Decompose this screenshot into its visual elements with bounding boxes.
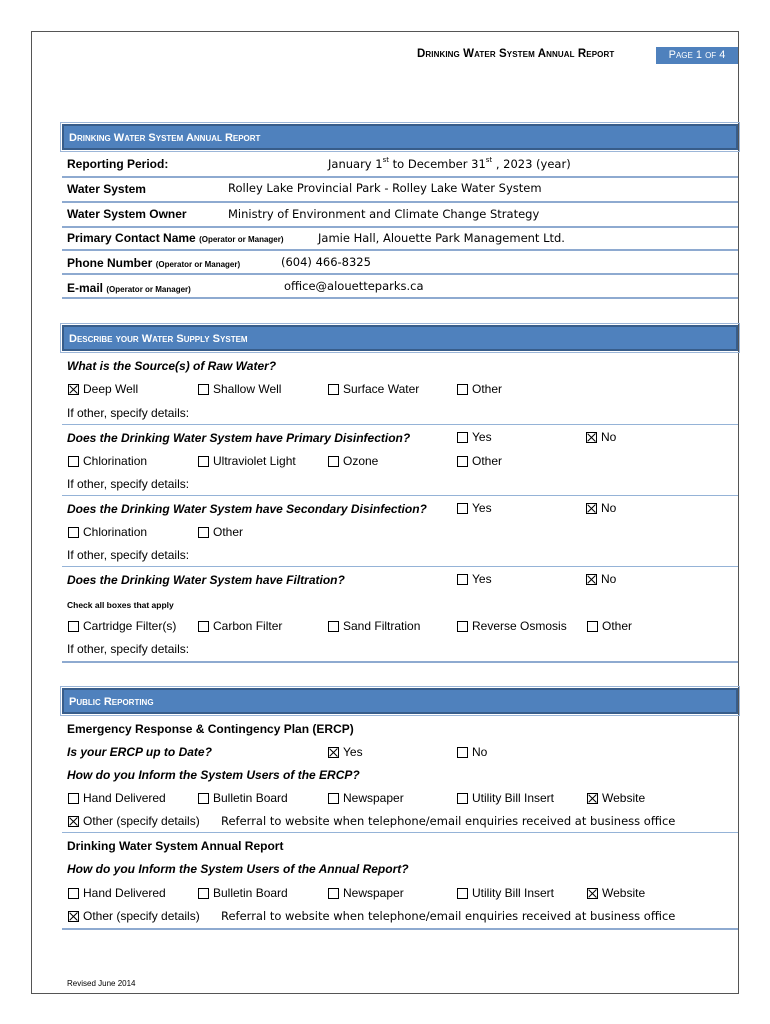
checkbox-empty-icon bbox=[457, 384, 468, 395]
question-ercp-up-to-date: Is your ERCP up to Date? bbox=[67, 745, 212, 759]
section-heading-public-reporting: Public Reporting bbox=[62, 688, 738, 714]
checkbox-empty-icon bbox=[457, 747, 468, 758]
checkbox-empty-icon bbox=[457, 574, 468, 585]
checkbox-empty-icon bbox=[198, 793, 209, 804]
checkbox-primary-ozone[interactable]: Ozone bbox=[328, 454, 378, 468]
checkbox-checked-icon bbox=[586, 432, 597, 443]
annual-other-details[interactable]: Referral to website when telephone/email enquiries received at business office bbox=[221, 909, 676, 923]
section-heading-annual-report: Drinking Water System Annual Report bbox=[62, 124, 738, 150]
checkbox-empty-icon bbox=[457, 793, 468, 804]
check-all-note: Check all boxes that apply bbox=[67, 600, 174, 610]
checkbox-checked-icon bbox=[587, 793, 598, 804]
checkbox-ercp-yes[interactable]: Yes bbox=[328, 745, 363, 759]
revision-footer: Revised June 2014 bbox=[67, 979, 136, 988]
reporting-period-label: Reporting Period: bbox=[67, 157, 169, 171]
checkbox-empty-icon bbox=[328, 456, 339, 467]
water-system-value[interactable]: Rolley Lake Provincial Park - Rolley Lake Water System bbox=[228, 181, 542, 195]
question-source: What is the Source(s) of Raw Water? bbox=[67, 359, 277, 373]
checkbox-empty-icon bbox=[457, 621, 468, 632]
checkbox-empty-icon bbox=[328, 888, 339, 899]
checkbox-checked-icon bbox=[587, 888, 598, 899]
checkbox-empty-icon bbox=[328, 384, 339, 395]
checkbox-ercp-bulletin-board[interactable]: Bulletin Board bbox=[198, 791, 288, 805]
checkbox-annual-other[interactable]: Other (specify details) bbox=[68, 909, 200, 923]
question-secondary-disinfection: Does the Drinking Water System have Secondary Disinfection? bbox=[67, 502, 427, 516]
checkbox-secondary-chlorination[interactable]: Chlorination bbox=[68, 525, 147, 539]
checkbox-ercp-website[interactable]: Website bbox=[587, 791, 645, 805]
checkbox-empty-icon bbox=[198, 888, 209, 899]
reporting-period-value: January 1st to December 31st , 2023 (year) bbox=[328, 156, 571, 171]
checkbox-checked-icon bbox=[586, 574, 597, 585]
checkbox-primary-yes[interactable]: Yes bbox=[457, 430, 492, 444]
checkbox-empty-icon bbox=[198, 384, 209, 395]
page-number-badge: Page 1 of 4 bbox=[656, 47, 738, 64]
checkbox-empty-icon bbox=[457, 888, 468, 899]
checkbox-empty-icon bbox=[198, 527, 209, 538]
checkbox-source-other[interactable]: Other bbox=[457, 382, 502, 396]
divider bbox=[62, 176, 738, 178]
checkbox-sand-filtration[interactable]: Sand Filtration bbox=[328, 619, 420, 633]
checkbox-checked-icon bbox=[328, 747, 339, 758]
checkbox-primary-chlorination[interactable]: Chlorination bbox=[68, 454, 147, 468]
checkbox-ercp-utility-bill[interactable]: Utility Bill Insert bbox=[457, 791, 554, 805]
if-other-label: If other, specify details: bbox=[67, 477, 190, 491]
checkbox-ercp-no[interactable]: No bbox=[457, 745, 487, 759]
owner-label: Water System Owner bbox=[67, 207, 187, 221]
checkbox-secondary-no[interactable]: No bbox=[586, 501, 616, 515]
owner-value[interactable]: Ministry of Environment and Climate Change Strategy bbox=[228, 207, 540, 221]
checkbox-cartridge-filter[interactable]: Cartridge Filter(s) bbox=[68, 619, 176, 633]
checkbox-carbon-filter[interactable]: Carbon Filter bbox=[198, 619, 282, 633]
checkbox-empty-icon bbox=[457, 503, 468, 514]
checkbox-ercp-other[interactable]: Other (specify details) bbox=[68, 814, 200, 828]
checkbox-checked-icon bbox=[68, 911, 79, 922]
checkbox-filtration-yes[interactable]: Yes bbox=[457, 572, 492, 586]
checkbox-empty-icon bbox=[198, 456, 209, 467]
divider bbox=[62, 297, 738, 299]
checkbox-secondary-other[interactable]: Other bbox=[198, 525, 243, 539]
checkbox-empty-icon bbox=[328, 621, 339, 632]
section-heading-water-supply: Describe your Water Supply System bbox=[62, 325, 738, 351]
checkbox-empty-icon bbox=[68, 888, 79, 899]
checkbox-annual-hand-delivered[interactable]: Hand Delivered bbox=[68, 886, 166, 900]
checkbox-checked-icon bbox=[68, 816, 79, 827]
document-header-title: Drinking Water System Annual Report bbox=[417, 48, 615, 60]
checkbox-empty-icon bbox=[68, 456, 79, 467]
divider bbox=[62, 566, 738, 567]
if-other-label: If other, specify details: bbox=[67, 548, 190, 562]
checkbox-primary-other[interactable]: Other bbox=[457, 454, 502, 468]
checkbox-annual-website[interactable]: Website bbox=[587, 886, 645, 900]
checkbox-filtration-no[interactable]: No bbox=[586, 572, 616, 586]
checkbox-secondary-yes[interactable]: Yes bbox=[457, 501, 492, 515]
question-filtration: Does the Drinking Water System have Filtration? bbox=[67, 573, 345, 587]
checkbox-ercp-hand-delivered[interactable]: Hand Delivered bbox=[68, 791, 166, 805]
checkbox-checked-icon bbox=[68, 384, 79, 395]
divider bbox=[62, 201, 738, 203]
checkbox-surface-water[interactable]: Surface Water bbox=[328, 382, 419, 396]
checkbox-empty-icon bbox=[68, 793, 79, 804]
divider bbox=[62, 273, 738, 275]
divider bbox=[62, 249, 738, 251]
checkbox-reverse-osmosis[interactable]: Reverse Osmosis bbox=[457, 619, 567, 633]
email-value[interactable]: office@alouetteparks.ca bbox=[284, 279, 424, 293]
if-other-label: If other, specify details: bbox=[67, 406, 190, 420]
checkbox-primary-no[interactable]: No bbox=[586, 430, 616, 444]
question-primary-disinfection: Does the Drinking Water System have Primary Disinfection? bbox=[67, 431, 411, 445]
primary-contact-label: Primary Contact Name (Operator or Manager) bbox=[67, 231, 284, 245]
checkbox-annual-newspaper[interactable]: Newspaper bbox=[328, 886, 404, 900]
checkbox-empty-icon bbox=[457, 456, 468, 467]
ercp-other-details[interactable]: Referral to website when telephone/email enquiries received at business office bbox=[221, 814, 676, 828]
checkbox-ercp-newspaper[interactable]: Newspaper bbox=[328, 791, 404, 805]
annual-report-title: Drinking Water System Annual Report bbox=[67, 839, 284, 853]
question-inform-annual: How do you Inform the System Users of the Annual Report? bbox=[67, 862, 409, 876]
email-label: E-mail (Operator or Manager) bbox=[67, 281, 191, 295]
divider bbox=[62, 928, 738, 930]
checkbox-empty-icon bbox=[328, 793, 339, 804]
phone-value[interactable]: (604) 466-8325 bbox=[281, 255, 371, 269]
checkbox-primary-ultraviolet[interactable]: Ultraviolet Light bbox=[198, 454, 296, 468]
checkbox-deep-well[interactable]: Deep Well bbox=[68, 382, 138, 396]
checkbox-empty-icon bbox=[68, 621, 79, 632]
checkbox-shallow-well[interactable]: Shallow Well bbox=[198, 382, 281, 396]
checkbox-annual-utility-bill[interactable]: Utility Bill Insert bbox=[457, 886, 554, 900]
divider bbox=[62, 226, 738, 228]
phone-label: Phone Number (Operator or Manager) bbox=[67, 256, 241, 270]
divider bbox=[62, 661, 738, 663]
checkbox-empty-icon bbox=[68, 527, 79, 538]
ercp-title: Emergency Response & Contingency Plan (ERCP) bbox=[67, 722, 354, 736]
checkbox-empty-icon bbox=[457, 432, 468, 443]
divider bbox=[62, 495, 738, 496]
checkbox-annual-bulletin-board[interactable]: Bulletin Board bbox=[198, 886, 288, 900]
checkbox-empty-icon bbox=[198, 621, 209, 632]
divider bbox=[62, 832, 738, 833]
checkbox-filtration-other[interactable]: Other bbox=[587, 619, 632, 633]
if-other-label: If other, specify details: bbox=[67, 642, 190, 656]
water-system-label: Water System bbox=[67, 182, 146, 196]
primary-contact-value[interactable]: Jamie Hall, Alouette Park Management Ltd. bbox=[318, 231, 565, 245]
checkbox-checked-icon bbox=[586, 503, 597, 514]
checkbox-empty-icon bbox=[587, 621, 598, 632]
question-inform-ercp: How do you Inform the System Users of the ERCP? bbox=[67, 768, 360, 782]
divider bbox=[62, 424, 738, 425]
